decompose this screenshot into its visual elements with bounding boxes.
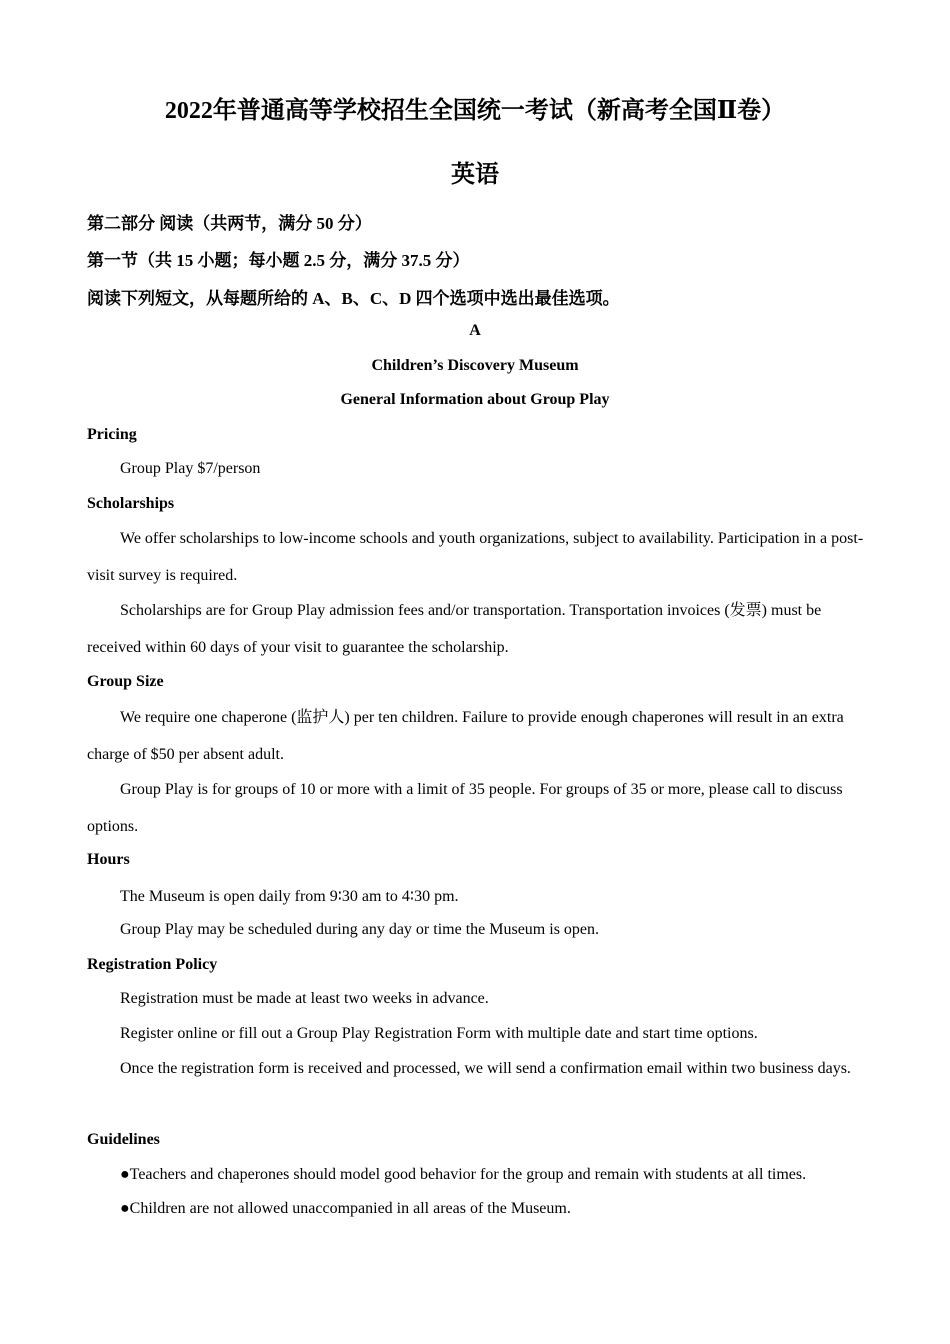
hours-line-2: Group Play may be scheduled during any day or time the Museum is open. [120,921,600,938]
passage-subtitle: General Information about Group Play [340,391,610,408]
guideline-item-2: ●Children are not allowed unaccompanied in all areas of the Museum. [120,1200,571,1217]
scholarships-paragraph-1: We offer scholarships to low-income schools and youth organizations, subject to availability. Participation in a post-visit survey is required. [87,530,864,584]
registration-line-1: Registration must be made at least two weeks in advance. [120,990,489,1007]
group-size-paragraph-2: Group Play is for groups of 10 or more with a limit of 35 people. For groups of 35 or more, please call to discuss options. [87,781,843,835]
section-heading: 第一节（共 15 小题；每小题 2.5 分，满分 37.5 分） [87,251,470,270]
guidelines-heading: Guidelines [87,1131,160,1148]
group-size-heading: Group Size [87,673,164,690]
passage-label: A [469,322,481,339]
part-heading: 第二部分 阅读（共两节，满分 50 分） [87,214,372,233]
registration-heading: Registration Policy [87,956,218,973]
passage-title: Children’s Discovery Museum [371,357,579,374]
pricing-text: Group Play $7/person [120,460,261,477]
scholarships-paragraph-2: Scholarships are for Group Play admission fees and/or transportation. Transportation invoices (发票) must be received within 60 days of your visit to guarantee the scholarship. [87,602,822,656]
registration-line-2: Register online or fill out a Group Play Registration Form with multiple date and start time options. [120,1025,758,1042]
hours-line-1: The Museum is open daily from 9∶30 am to 4∶30 pm. [120,888,459,905]
group-size-paragraph-1: We require one chaperone (监护人) per ten children. Failure to provide enough chaperones will result in an extra charge of $50 per absent adult. [87,709,844,763]
hours-heading: Hours [87,851,130,868]
guideline-item-1: ●Teachers and chaperones should model good behavior for the group and remain with students at all times. [120,1166,807,1183]
instruction: 阅读下列短文，从每题所给的 A、B、C、D 四个选项中选出最佳选项。 [87,289,620,308]
scholarships-heading: Scholarships [87,495,175,512]
subject-title: 英语 [451,162,499,188]
exam-title: 2022年普通高等学校招生全国统一考试（新高考全国Ⅱ卷） [164,98,786,124]
registration-paragraph-3: Once the registration form is received and processed, we will send a confirmation email within two business days. [120,1060,851,1077]
pricing-heading: Pricing [87,426,137,443]
